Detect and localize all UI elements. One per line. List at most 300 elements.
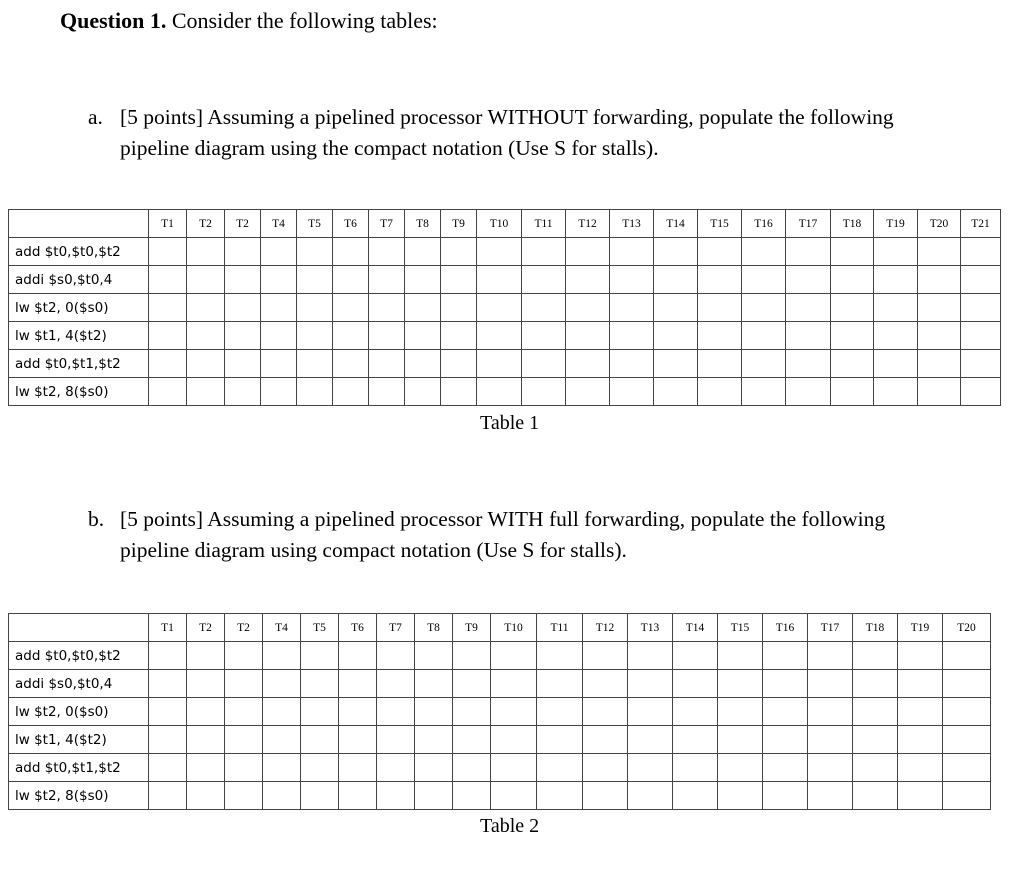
pipeline-cell[interactable] — [415, 726, 453, 754]
pipeline-cell[interactable] — [187, 754, 225, 782]
pipeline-cell[interactable] — [786, 266, 831, 294]
pipeline-cell[interactable] — [943, 642, 991, 670]
pipeline-cell[interactable] — [537, 642, 583, 670]
table-row — [9, 698, 991, 726]
pipeline-cell[interactable] — [742, 378, 786, 406]
pipeline-cell[interactable] — [441, 378, 477, 406]
pipeline-cell[interactable] — [537, 698, 583, 726]
pipeline-cell[interactable] — [187, 294, 225, 322]
pipeline-cell[interactable] — [831, 238, 874, 266]
pipeline-cell[interactable] — [763, 754, 808, 782]
pipeline-cell[interactable] — [786, 238, 831, 266]
pipeline-cell[interactable] — [808, 754, 853, 782]
pipeline-cell[interactable] — [415, 782, 453, 810]
pipeline-cell[interactable] — [149, 642, 187, 670]
cycle-header: T10 — [477, 210, 522, 238]
pipeline-cell[interactable] — [698, 378, 742, 406]
pipeline-cell[interactable] — [566, 322, 610, 350]
pipeline-cell[interactable] — [339, 642, 377, 670]
cycle-header: T2 — [187, 614, 225, 642]
pipeline-cell[interactable] — [225, 350, 261, 378]
cycle-header: T2 — [225, 614, 263, 642]
instruction-label: lw $t2, 8($s0) — [9, 782, 149, 810]
pipeline-cell[interactable] — [477, 350, 522, 378]
pipeline-cell[interactable] — [522, 294, 566, 322]
cycle-header: T15 — [718, 614, 763, 642]
pipeline-cell[interactable] — [405, 322, 441, 350]
pipeline-cell[interactable] — [263, 726, 301, 754]
pipeline-cell[interactable] — [961, 238, 1001, 266]
pipeline-cell[interactable] — [786, 350, 831, 378]
pipeline-cell[interactable] — [918, 294, 961, 322]
pipeline-cell[interactable] — [225, 642, 263, 670]
pipeline-cell[interactable] — [522, 350, 566, 378]
pipeline-cell[interactable] — [522, 378, 566, 406]
pipeline-cell[interactable] — [831, 378, 874, 406]
pipeline-cell[interactable] — [583, 782, 628, 810]
pipeline-cell[interactable] — [225, 238, 261, 266]
pipeline-cell[interactable] — [566, 294, 610, 322]
pipeline-cell[interactable] — [477, 322, 522, 350]
pipeline-cell[interactable] — [610, 238, 654, 266]
pipeline-cell[interactable] — [763, 782, 808, 810]
pipeline-cell[interactable] — [491, 698, 537, 726]
pipeline-cell[interactable] — [853, 754, 898, 782]
pipeline-cell[interactable] — [415, 754, 453, 782]
pipeline-cell[interactable] — [369, 322, 405, 350]
pipeline-cell[interactable] — [149, 238, 187, 266]
pipeline-cell[interactable] — [333, 322, 369, 350]
pipeline-cell[interactable] — [301, 670, 339, 698]
pipeline-cell[interactable] — [583, 754, 628, 782]
pipeline-cell[interactable] — [149, 322, 187, 350]
cycle-header: T14 — [673, 614, 718, 642]
pipeline-cell[interactable] — [718, 726, 763, 754]
pipeline-cell[interactable] — [415, 642, 453, 670]
pipeline-cell[interactable] — [491, 670, 537, 698]
pipeline-cell[interactable] — [918, 350, 961, 378]
pipeline-cell[interactable] — [673, 754, 718, 782]
pipeline-cell[interactable] — [149, 670, 187, 698]
pipeline-cell[interactable] — [339, 698, 377, 726]
cycle-header: T17 — [808, 614, 853, 642]
pipeline-cell[interactable] — [225, 378, 261, 406]
pipeline-cell[interactable] — [874, 294, 918, 322]
pipeline-cell[interactable] — [673, 670, 718, 698]
pipeline-cell[interactable] — [149, 378, 187, 406]
pipeline-cell[interactable] — [537, 754, 583, 782]
pipeline-cell[interactable] — [405, 266, 441, 294]
pipeline-cell[interactable] — [943, 782, 991, 810]
pipeline-cell[interactable] — [225, 322, 261, 350]
pipeline-cell[interactable] — [491, 754, 537, 782]
pipeline-cell[interactable] — [301, 782, 339, 810]
pipeline-cell[interactable] — [898, 782, 943, 810]
pipeline-cell[interactable] — [225, 670, 263, 698]
pipeline-cell[interactable] — [453, 782, 491, 810]
pipeline-cell[interactable] — [187, 378, 225, 406]
pipeline-cell[interactable] — [673, 698, 718, 726]
pipeline-cell[interactable] — [831, 294, 874, 322]
pipeline-cell[interactable] — [718, 754, 763, 782]
pipeline-cell[interactable] — [537, 670, 583, 698]
pipeline-cell[interactable] — [297, 378, 333, 406]
pipeline-cell[interactable] — [898, 670, 943, 698]
pipeline-cell[interactable] — [566, 378, 610, 406]
pipeline-cell[interactable] — [698, 238, 742, 266]
pipeline-cell[interactable] — [831, 322, 874, 350]
instruction-label: addi $s0,$t0,4 — [9, 266, 149, 294]
pipeline-cell[interactable] — [453, 726, 491, 754]
pipeline-cell[interactable] — [369, 266, 405, 294]
pipeline-cell[interactable] — [654, 378, 698, 406]
cycle-header: T9 — [453, 614, 491, 642]
pipeline-cell[interactable] — [187, 782, 225, 810]
pipeline-cell[interactable] — [339, 726, 377, 754]
instruction-label: lw $t2, 0($s0) — [9, 698, 149, 726]
table-row — [9, 266, 1001, 294]
part-b-letter: b. — [88, 507, 105, 531]
pipeline-cell[interactable] — [369, 238, 405, 266]
pipeline-cell[interactable] — [961, 294, 1001, 322]
pipeline-cell[interactable] — [763, 670, 808, 698]
pipeline-cell[interactable] — [301, 698, 339, 726]
pipeline-cell[interactable] — [961, 322, 1001, 350]
table-row — [9, 670, 991, 698]
pipeline-cell[interactable] — [673, 642, 718, 670]
pipeline-cell[interactable] — [187, 350, 225, 378]
pipeline-cell[interactable] — [786, 378, 831, 406]
pipeline-cell[interactable] — [187, 670, 225, 698]
pipeline-cell[interactable] — [405, 294, 441, 322]
cycle-header: T21 — [961, 210, 1001, 238]
question-label: Question 1. — [60, 8, 167, 33]
table-1-body — [9, 210, 1001, 406]
pipeline-cell[interactable] — [225, 266, 261, 294]
cycle-header: T16 — [742, 210, 786, 238]
pipeline-cell[interactable] — [628, 782, 673, 810]
pipeline-cell[interactable] — [853, 642, 898, 670]
pipeline-cell[interactable] — [943, 726, 991, 754]
pipeline-cell[interactable] — [698, 322, 742, 350]
pipeline-cell[interactable] — [718, 782, 763, 810]
pipeline-cell[interactable] — [943, 698, 991, 726]
pipeline-cell[interactable] — [261, 294, 297, 322]
cycle-header: T14 — [654, 210, 698, 238]
instruction-label: lw $t2, 0($s0) — [9, 294, 149, 322]
pipeline-cell[interactable] — [853, 726, 898, 754]
pipeline-cell[interactable] — [808, 642, 853, 670]
pipeline-cell[interactable] — [453, 642, 491, 670]
pipeline-cell[interactable] — [763, 698, 808, 726]
pipeline-cell[interactable] — [961, 350, 1001, 378]
pipeline-cell[interactable] — [583, 670, 628, 698]
pipeline-cell[interactable] — [297, 350, 333, 378]
pipeline-cell[interactable] — [610, 266, 654, 294]
pipeline-cell[interactable] — [339, 670, 377, 698]
pipeline-cell[interactable] — [786, 294, 831, 322]
pipeline-cell[interactable] — [339, 782, 377, 810]
pipeline-cell[interactable] — [918, 266, 961, 294]
pipeline-cell[interactable] — [297, 322, 333, 350]
pipeline-cell[interactable] — [377, 698, 415, 726]
pipeline-cell[interactable] — [808, 698, 853, 726]
pipeline-cell[interactable] — [187, 698, 225, 726]
pipeline-cell[interactable] — [441, 350, 477, 378]
pipeline-cell[interactable] — [610, 322, 654, 350]
pipeline-cell[interactable] — [477, 294, 522, 322]
pipeline-cell[interactable] — [610, 378, 654, 406]
pipeline-cell[interactable] — [491, 642, 537, 670]
pipeline-cell[interactable] — [874, 238, 918, 266]
pipeline-cell[interactable] — [187, 322, 225, 350]
pipeline-cell[interactable] — [333, 378, 369, 406]
pipeline-cell[interactable] — [333, 266, 369, 294]
cycle-header: T10 — [491, 614, 537, 642]
question-text: Consider the following tables: — [171, 8, 438, 33]
table-row — [9, 378, 1001, 406]
pipeline-cell[interactable] — [297, 266, 333, 294]
pipeline-cell[interactable] — [566, 350, 610, 378]
pipeline-table-2 — [8, 613, 991, 810]
pipeline-cell[interactable] — [441, 238, 477, 266]
pipeline-cell[interactable] — [853, 698, 898, 726]
pipeline-cell[interactable] — [453, 670, 491, 698]
pipeline-cell[interactable] — [187, 266, 225, 294]
pipeline-cell[interactable] — [610, 350, 654, 378]
pipeline-cell[interactable] — [808, 670, 853, 698]
pipeline-cell[interactable] — [225, 698, 263, 726]
pipeline-cell[interactable] — [261, 350, 297, 378]
table-row — [9, 754, 991, 782]
pipeline-cell[interactable] — [377, 670, 415, 698]
pipeline-cell[interactable] — [961, 378, 1001, 406]
pipeline-cell[interactable] — [874, 378, 918, 406]
pipeline-cell[interactable] — [441, 294, 477, 322]
cycle-header: T8 — [415, 614, 453, 642]
instruction-label: lw $t1, 4($t2) — [9, 322, 149, 350]
pipeline-cell[interactable] — [297, 238, 333, 266]
pipeline-cell[interactable] — [261, 238, 297, 266]
pipeline-cell[interactable] — [654, 322, 698, 350]
pipeline-cell[interactable] — [673, 726, 718, 754]
pipeline-cell[interactable] — [441, 322, 477, 350]
table-row — [9, 322, 1001, 350]
pipeline-cell[interactable] — [654, 294, 698, 322]
pipeline-cell[interactable] — [698, 266, 742, 294]
cycle-header: T8 — [405, 210, 441, 238]
instruction-label: lw $t2, 8($s0) — [9, 378, 149, 406]
pipeline-cell[interactable] — [808, 726, 853, 754]
pipeline-cell[interactable] — [187, 238, 225, 266]
pipeline-cell[interactable] — [405, 238, 441, 266]
pipeline-cell[interactable] — [898, 698, 943, 726]
instruction-label: add $t0,$t1,$t2 — [9, 754, 149, 782]
pipeline-cell[interactable] — [583, 642, 628, 670]
pipeline-cell[interactable] — [566, 238, 610, 266]
pipeline-cell[interactable] — [261, 322, 297, 350]
pipeline-cell[interactable] — [742, 350, 786, 378]
pipeline-cell[interactable] — [491, 726, 537, 754]
pipeline-cell[interactable] — [628, 726, 673, 754]
pipeline-cell[interactable] — [149, 698, 187, 726]
pipeline-cell[interactable] — [874, 322, 918, 350]
pipeline-cell[interactable] — [943, 754, 991, 782]
pipeline-cell[interactable] — [333, 238, 369, 266]
pipeline-cell[interactable] — [628, 670, 673, 698]
pipeline-cell[interactable] — [149, 294, 187, 322]
pipeline-cell[interactable] — [225, 294, 261, 322]
pipeline-cell[interactable] — [263, 698, 301, 726]
pipeline-cell[interactable] — [301, 642, 339, 670]
pipeline-cell[interactable] — [654, 266, 698, 294]
pipeline-cell[interactable] — [898, 726, 943, 754]
instruction-label: lw $t1, 4($t2) — [9, 726, 149, 754]
pipeline-cell[interactable] — [225, 782, 263, 810]
table-header-row — [9, 614, 991, 642]
pipeline-cell[interactable] — [583, 698, 628, 726]
pipeline-cell[interactable] — [853, 670, 898, 698]
pipeline-cell[interactable] — [333, 294, 369, 322]
pipeline-cell[interactable] — [742, 322, 786, 350]
pipeline-cell[interactable] — [537, 726, 583, 754]
cycle-header: T15 — [698, 210, 742, 238]
cycle-header: T6 — [333, 210, 369, 238]
pipeline-cell[interactable] — [377, 726, 415, 754]
instruction-label: add $t0,$t0,$t2 — [9, 238, 149, 266]
pipeline-cell[interactable] — [874, 350, 918, 378]
cycle-header: T12 — [566, 210, 610, 238]
pipeline-cell[interactable] — [628, 698, 673, 726]
pipeline-cell[interactable] — [698, 294, 742, 322]
pipeline-cell[interactable] — [673, 782, 718, 810]
pipeline-cell[interactable] — [898, 642, 943, 670]
pipeline-cell[interactable] — [742, 238, 786, 266]
pipeline-cell[interactable] — [610, 294, 654, 322]
cycle-header: T4 — [261, 210, 297, 238]
pipeline-cell[interactable] — [831, 266, 874, 294]
pipeline-cell[interactable] — [742, 266, 786, 294]
pipeline-cell[interactable] — [263, 782, 301, 810]
pipeline-cell[interactable] — [831, 350, 874, 378]
pipeline-cell[interactable] — [263, 754, 301, 782]
pipeline-cell[interactable] — [522, 238, 566, 266]
pipeline-cell[interactable] — [149, 350, 187, 378]
pipeline-cell[interactable] — [405, 378, 441, 406]
pipeline-cell[interactable] — [718, 670, 763, 698]
pipeline-cell[interactable] — [918, 378, 961, 406]
pipeline-cell[interactable] — [763, 642, 808, 670]
pipeline-cell[interactable] — [377, 754, 415, 782]
pipeline-cell[interactable] — [808, 782, 853, 810]
pipeline-cell[interactable] — [405, 350, 441, 378]
pipeline-cell[interactable] — [377, 782, 415, 810]
cycle-header: T7 — [377, 614, 415, 642]
pipeline-cell[interactable] — [225, 726, 263, 754]
pipeline-cell[interactable] — [261, 266, 297, 294]
pipeline-cell[interactable] — [263, 670, 301, 698]
pipeline-cell[interactable] — [522, 266, 566, 294]
pipeline-cell[interactable] — [339, 754, 377, 782]
cycle-header: T2 — [187, 210, 225, 238]
pipeline-cell[interactable] — [149, 726, 187, 754]
pipeline-cell[interactable] — [453, 698, 491, 726]
pipeline-cell[interactable] — [786, 322, 831, 350]
pipeline-cell[interactable] — [297, 294, 333, 322]
pipeline-cell[interactable] — [369, 350, 405, 378]
pipeline-cell[interactable] — [187, 642, 225, 670]
pipeline-cell[interactable] — [654, 238, 698, 266]
pipeline-cell[interactable] — [874, 266, 918, 294]
pipeline-cell[interactable] — [491, 782, 537, 810]
pipeline-cell[interactable] — [225, 754, 263, 782]
pipeline-cell[interactable] — [369, 378, 405, 406]
pipeline-cell[interactable] — [261, 378, 297, 406]
pipeline-cell[interactable] — [918, 238, 961, 266]
pipeline-cell[interactable] — [628, 754, 673, 782]
pipeline-cell[interactable] — [718, 698, 763, 726]
pipeline-cell[interactable] — [377, 642, 415, 670]
pipeline-cell[interactable] — [898, 754, 943, 782]
pipeline-cell[interactable] — [415, 698, 453, 726]
pipeline-cell[interactable] — [918, 322, 961, 350]
pipeline-cell[interactable] — [763, 726, 808, 754]
table-2-caption: Table 2 — [480, 815, 540, 837]
pipeline-cell[interactable] — [453, 754, 491, 782]
table-row — [9, 350, 1001, 378]
pipeline-cell[interactable] — [537, 782, 583, 810]
pipeline-cell[interactable] — [583, 726, 628, 754]
cycle-header: T16 — [763, 614, 808, 642]
pipeline-cell[interactable] — [263, 642, 301, 670]
table-row — [9, 238, 1001, 266]
cycle-header: T1 — [149, 614, 187, 642]
pipeline-cell[interactable] — [853, 782, 898, 810]
pipeline-cell[interactable] — [333, 350, 369, 378]
part-a-text: [5 points] Assuming a pipelined processor WITHOUT forwarding, populate the following pipeline diagram using the compact notation (Use S for stalls). — [120, 105, 894, 160]
pipeline-cell[interactable] — [522, 322, 566, 350]
pipeline-cell[interactable] — [187, 726, 225, 754]
pipeline-cell[interactable] — [742, 294, 786, 322]
pipeline-cell[interactable] — [566, 266, 610, 294]
cycle-header: T19 — [898, 614, 943, 642]
pipeline-cell[interactable] — [415, 670, 453, 698]
pipeline-cell[interactable] — [477, 238, 522, 266]
cycle-header: T1 — [149, 210, 187, 238]
cycle-header: T12 — [583, 614, 628, 642]
pipeline-cell[interactable] — [149, 754, 187, 782]
header-corner-cell — [9, 614, 149, 642]
pipeline-cell[interactable] — [301, 754, 339, 782]
pipeline-cell[interactable] — [149, 782, 187, 810]
pipeline-cell[interactable] — [654, 350, 698, 378]
pipeline-cell[interactable] — [628, 642, 673, 670]
pipeline-cell[interactable] — [698, 350, 742, 378]
part-a-letter: a. — [88, 105, 103, 129]
pipeline-cell[interactable] — [441, 266, 477, 294]
pipeline-cell[interactable] — [369, 294, 405, 322]
instruction-label: add $t0,$t0,$t2 — [9, 642, 149, 670]
cycle-header: T2 — [225, 210, 261, 238]
pipeline-cell[interactable] — [149, 266, 187, 294]
pipeline-cell[interactable] — [477, 378, 522, 406]
pipeline-cell[interactable] — [301, 726, 339, 754]
pipeline-cell[interactable] — [943, 670, 991, 698]
pipeline-cell[interactable] — [477, 266, 522, 294]
pipeline-cell[interactable] — [718, 642, 763, 670]
pipeline-cell[interactable] — [961, 266, 1001, 294]
cycle-header: T9 — [441, 210, 477, 238]
